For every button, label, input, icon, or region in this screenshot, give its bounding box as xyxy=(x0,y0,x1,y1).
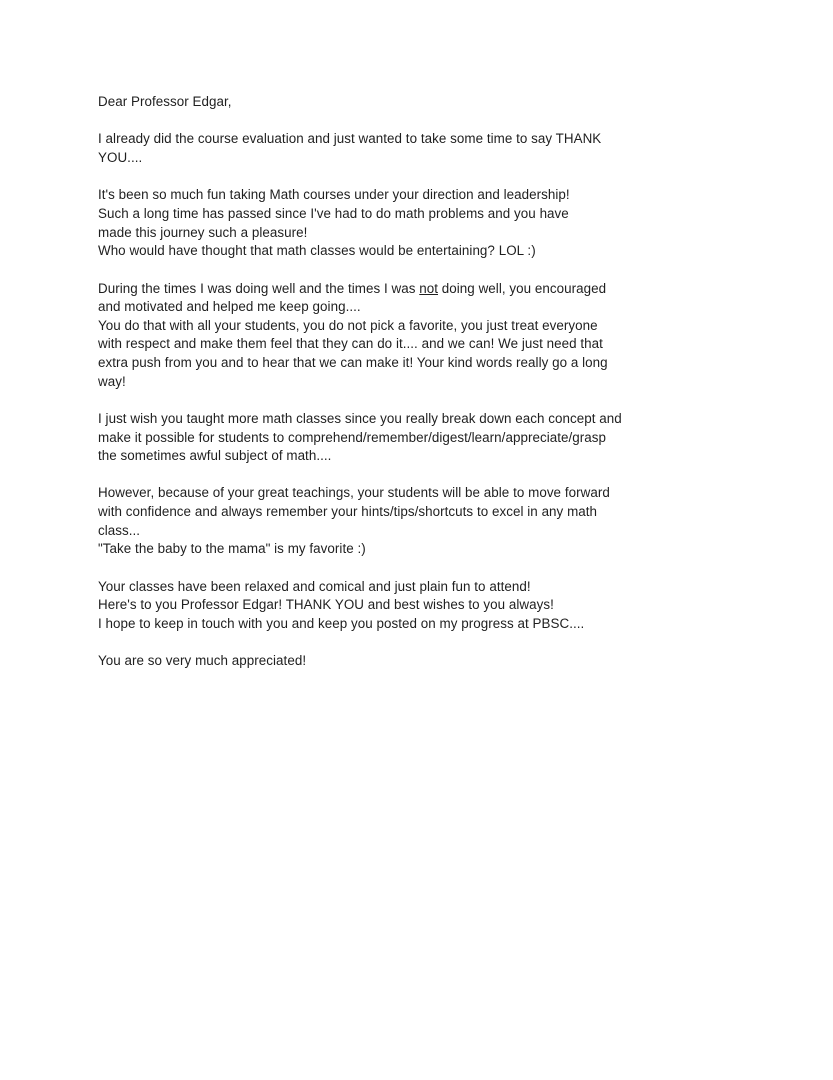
paragraph-line xyxy=(98,280,738,299)
salutation-text: Dear Professor Edgar, xyxy=(98,94,232,109)
paragraph-classes-fun xyxy=(98,578,738,634)
paragraph-line: It's been so much fun taking Math courses under your direction and leadership! xyxy=(98,187,570,203)
paragraph-line: class... xyxy=(98,522,141,538)
paragraph-line: with respect and make them feel that they can do it.... and we can! We just need that xyxy=(98,336,603,352)
paragraph-line: way! xyxy=(98,373,126,389)
paragraph-great-teachings xyxy=(98,484,738,558)
line-segment: During the times I was doing well and the times I was xyxy=(98,280,420,296)
paragraph-more-classes xyxy=(98,410,738,466)
paragraph-line: extra push from you and to hear that we can make it! Your kind words really go a long xyxy=(98,354,608,370)
underlined-word: not xyxy=(419,280,439,296)
line-segment: doing well, you encouraged xyxy=(438,280,607,296)
paragraph-line: I hope to keep in touch with you and keep you posted on my progress at PBSC.... xyxy=(98,615,585,631)
letter-body xyxy=(98,93,738,690)
paragraph-line: I already did the course evaluation and just wanted to take some time to say THANK xyxy=(98,131,602,147)
closing-text: You are so very much appreciated! xyxy=(98,653,307,669)
paragraph-line: Such a long time has passed since I've had to do math problems and you have xyxy=(98,205,569,221)
paragraph-line: Here's to you Professor Edgar! THANK YOU and best wishes to you always! xyxy=(98,597,554,613)
paragraph-line: I just wish you taught more math classes since you really break down each concept and xyxy=(98,410,622,426)
paragraph-line: made this journey such a pleasure! xyxy=(98,224,308,240)
paragraph-line: YOU.... xyxy=(98,149,143,165)
paragraph-line: and motivated and helped me keep going.... xyxy=(98,299,361,315)
paragraph-line: Your classes have been relaxed and comical and just plain fun to attend! xyxy=(98,578,531,594)
paragraph-line: with confidence and always remember your hints/tips/shortcuts to excel in any math xyxy=(98,504,598,520)
paragraph-math-courses xyxy=(98,186,738,260)
paragraph-line: the sometimes awful subject of math.... xyxy=(98,448,332,464)
salutation xyxy=(98,93,738,112)
paragraph-line: Who would have thought that math classes would be entertaining? LOL :) xyxy=(98,243,536,259)
paragraph-line: You do that with all your students, you do not pick a favorite, you just treat everyone xyxy=(98,317,598,333)
paragraph-evaluation xyxy=(98,130,738,167)
paragraph-encouragement xyxy=(98,280,738,392)
paragraph-line: make it possible for students to comprehend/remember/digest/learn/appreciate/grasp xyxy=(98,429,607,445)
paragraph-line: However, because of your great teachings, your students will be able to move forward xyxy=(98,485,610,501)
closing xyxy=(98,652,738,671)
paragraph-line: "Take the baby to the mama" is my favorite :) xyxy=(98,541,366,557)
